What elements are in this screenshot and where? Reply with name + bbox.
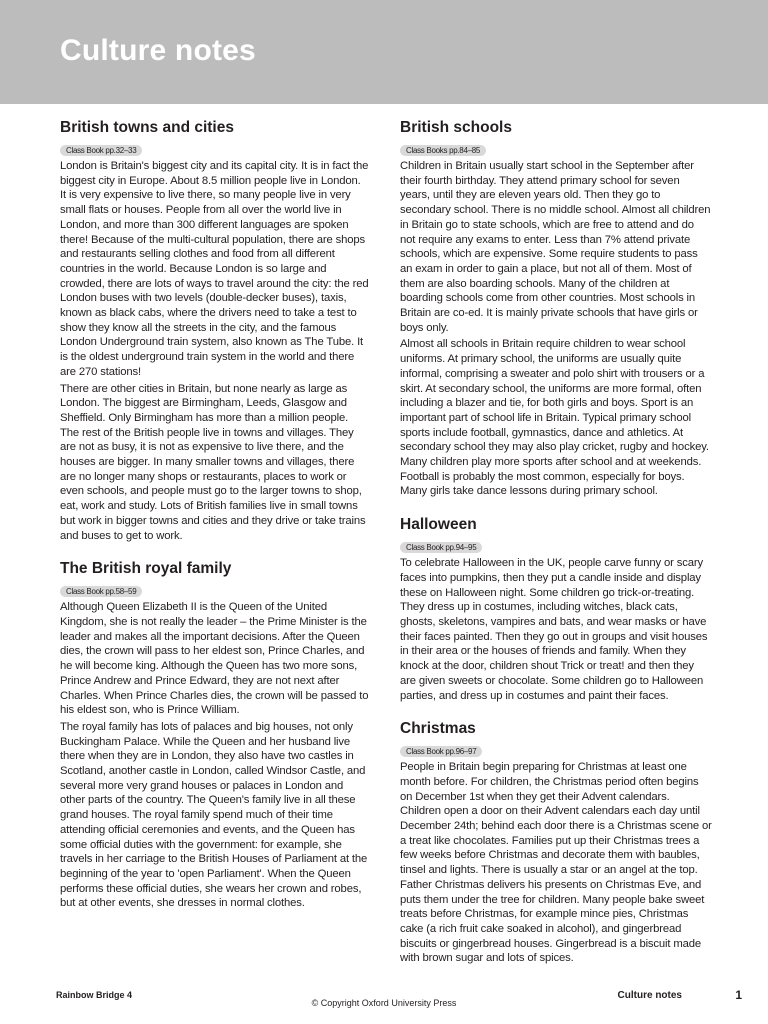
paragraph: People in Britain begin preparing for Christmas at least one month before. For children, the Christmas period often begins on December 1st when they get their Advent calendars. Children open a door on their Advent calendars each day until December 24th; behind each door there is a Christmas scene or a treat like chocolates. Families put up their Christmas trees a few weeks before Christmas and decorate them with baubles, tinsel and lights. There is usually a star or an angel at the top. Father Christmas delivers his presents on Christmas Eve, and puts them under the tree for children. Many people bake sweet treats before Christmas, for example mince pies, Christmas cake (a rich fruit cake soaked in alcohol), and gingerbread biscuits or gingerbread houses. Gingerbread is a biscuit made with brown sugar and lots of spices. <box>400 761 712 965</box>
footer-section-name: Culture notes <box>617 990 682 1001</box>
section-british-towns <box>60 118 369 543</box>
paragraph: The royal family has lots of palaces and big houses, not only Buckingham Palace. While the Queen and her husband live there when they are in London, they also have two castles in Scotland, another castle in London, called Windsor Castle, and several more very grand houses or palaces in London and other parts of the country. The Queen's family live in all these grand houses. The royal family spend much of their time attending official ceremonies and events, and the Queen has some official duties with the government: for example, she travels in her carriage to the British Houses of Parliament at the beginning of the year to 'open Parliament'. When the Queen performs these official duties, she wears her crown and robes, but at other events, she dresses in normal clothes. <box>60 720 368 910</box>
paragraph: London is Britain's biggest city and its capital city. It is in fact the biggest city in Europe. About 8.5 million people live in London. It is very expensive to live there, so many people live in very small flats or houses. People from all over the world live in London, and more than 300 different languages are spoken there! Because of the multi-cultural population, there are shops and restaurants selling clothes and food from all different countries in the world. Because London is so large and crowded, there are lots of ways to travel around the city: the red London buses with two levels (double-decker buses), taxis, known as black cabs, where the drivers need to take a test to show they know all the streets in the city, and the famous London Underground train system, also known as The Tube. It is the oldest underground train system in the world and there are 270 stations! <box>60 160 369 378</box>
footer-copyright: © Copyright Oxford University Press <box>311 998 457 1008</box>
section-title: British towns and cities <box>60 119 234 136</box>
paragraph: There are other cities in Britain, but none nearly as large as London. The biggest are Birmingham, Leeds, Glasgow and Sheffield. Only Birmingham has more than a million people. The rest of the British people live in towns and villages. They are not as busy, it is not as expensive to live there, and the houses are bigger. In many smaller towns and villages, there are no longer many shops or restaurants, places to work or even schools, and people must go to the larger towns to shop, eat, work and study. Lots of British families live in small towns but work in bigger towns and cities and they drive or take trains and buses to get to work. <box>60 382 366 542</box>
header-band <box>0 0 768 104</box>
page-number: 1 <box>735 988 742 1002</box>
class-book-tag: Class Book pp.94–95 <box>400 542 482 553</box>
paragraph: To celebrate Halloween in the UK, people carve funny or scary faces into pumpkins, then they put a candle inside and display these on Halloween night. Some children go trick-or-treating. They dress up in costumes, including witches, black cats, ghosts, skeletons, vampires and bats, and wear masks or have their faces painted. Then they go out in groups and visit houses in their area or the houses of friends and family. When they knock at the door, children shout Trick or treat! and then they are given sweets or chocolate. Some children go to Halloween parties, and dress up in costumes and paint their faces. <box>400 557 708 702</box>
section-royal-family <box>60 559 369 911</box>
section-christmas <box>400 719 712 966</box>
footer-book-title: Rainbow Bridge 4 <box>56 990 133 1000</box>
section-halloween <box>400 515 712 703</box>
class-book-tag: Class Book pp.58–59 <box>60 586 142 597</box>
page-title: Culture notes <box>60 34 256 67</box>
section-title: Halloween <box>400 516 477 534</box>
class-book-tag: Class Book pp.96–97 <box>400 746 482 757</box>
section-title: The British royal family <box>60 560 232 578</box>
paragraph: Although Queen Elizabeth II is the Queen of the United Kingdom, she is not really the leader – the Prime Minister is the leader and makes all the important decisions. After the Queen dies, the crown will pass to her eldest son, Prince Charles, and he will become king. Although the Queen has two more sons, Prince Andrew and Prince Edward, they are not next after Charles. When Prince Charles dies, the crown will be passed to his eldest son, who is Prince William. <box>60 601 369 717</box>
section-title: Christmas <box>400 720 476 738</box>
left-column <box>60 118 369 917</box>
section-british-schools <box>400 118 712 499</box>
right-column <box>400 118 712 972</box>
paragraph: Almost all schools in Britain require children to wear school uniforms. At primary school, the uniforms are usually quite informal, comprising a sweater and polo shirt with trousers or a skirt. At secondary school, the uniforms are more formal, often including a blazer and tie, for both girls and boys. Sport is an important part of school life in Britain. Typical primary school sports include football, gymnastics, dance and athletics. At secondary school they may also play cricket, rugby and hockey. Many children play more sports after school and at weekends. Football is probably the most common, especially for boys. Many girls take dance lessons during primary school. <box>400 338 709 498</box>
section-title: British schools <box>400 119 512 136</box>
class-book-tag: Class Books pp.84–85 <box>400 145 486 156</box>
class-book-tag: Class Book pp.32–33 <box>60 145 142 156</box>
paragraph: Children in Britain usually start school in the September after their fourth birthday. They attend primary school for seven years, until they are eleven years old. Then they go to secondary school. There is no middle school. Almost all children in Britain go to state schools, which are free to attend and do not require any exams to enter. Less than 7% attend private schools, which are expensive. Some require students to pass an exam in order to gain a place, but not all of them. Most of them are also boarding schools. Many of the children at boarding schools come from other countries. Most schools in Britain are co-ed. It is mainly private schools that have girls or boys only. <box>400 160 711 334</box>
